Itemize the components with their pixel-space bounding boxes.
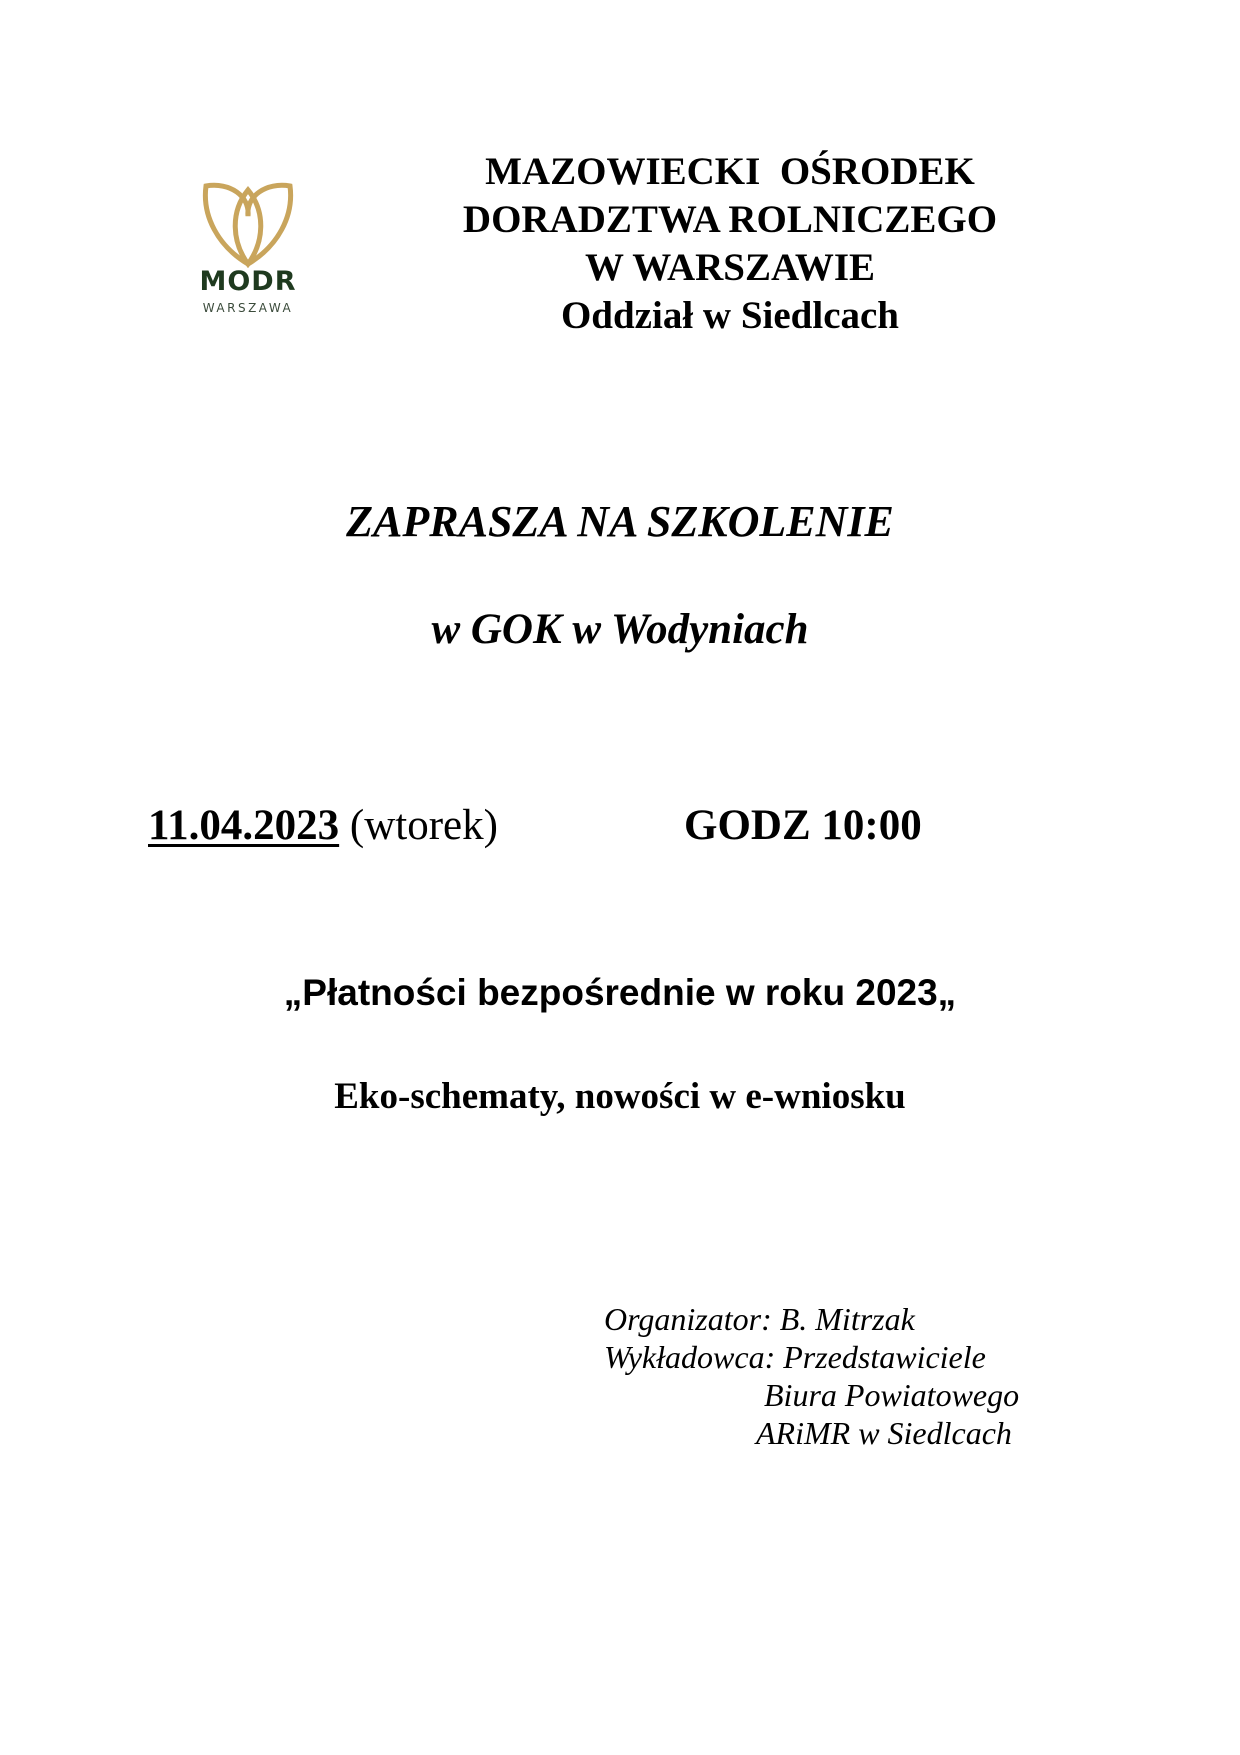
training-topic: „Płatności bezpośrednie w roku 2023„ — [283, 972, 957, 1013]
invitation-heading: ZAPRASZA NA SZKOLENIE — [346, 497, 894, 546]
credits-block — [604, 1300, 1124, 1452]
event-date-line — [148, 800, 498, 852]
header-line-1: MAZOWIECKI OŚRODEK — [485, 150, 975, 193]
header-line-3: W WARSZAWIE — [584, 246, 876, 289]
lecturer-line-3: ARiMR w Siedlcach — [756, 1415, 1012, 1451]
logo-name: MODR — [199, 266, 297, 297]
venue-heading: w GOK w Wodyniach — [431, 606, 809, 653]
organization-header — [380, 148, 1080, 340]
header-line-4: Oddział w Siedlcach — [560, 294, 900, 337]
lecturer-line: Wykładowca: Przedstawiciele — [604, 1339, 986, 1375]
event-date: 11.04.2023 — [148, 802, 340, 849]
logo-city: WARSZAWA — [202, 301, 294, 315]
training-subtopic: Eko-schematy, nowości w e-wniosku — [334, 1076, 906, 1117]
trinity-knot-icon — [196, 176, 300, 268]
event-time: GODZ 10:00 — [684, 802, 922, 849]
header-line-2: DORADZTWA ROLNICZEGO — [462, 198, 998, 241]
event-weekday: (wtorek) — [349, 802, 498, 849]
modr-logo — [196, 176, 300, 326]
organizer-line: Organizator: B. Mitrzak — [604, 1301, 915, 1337]
lecturer-line-2: Biura Powiatowego — [764, 1377, 1020, 1413]
